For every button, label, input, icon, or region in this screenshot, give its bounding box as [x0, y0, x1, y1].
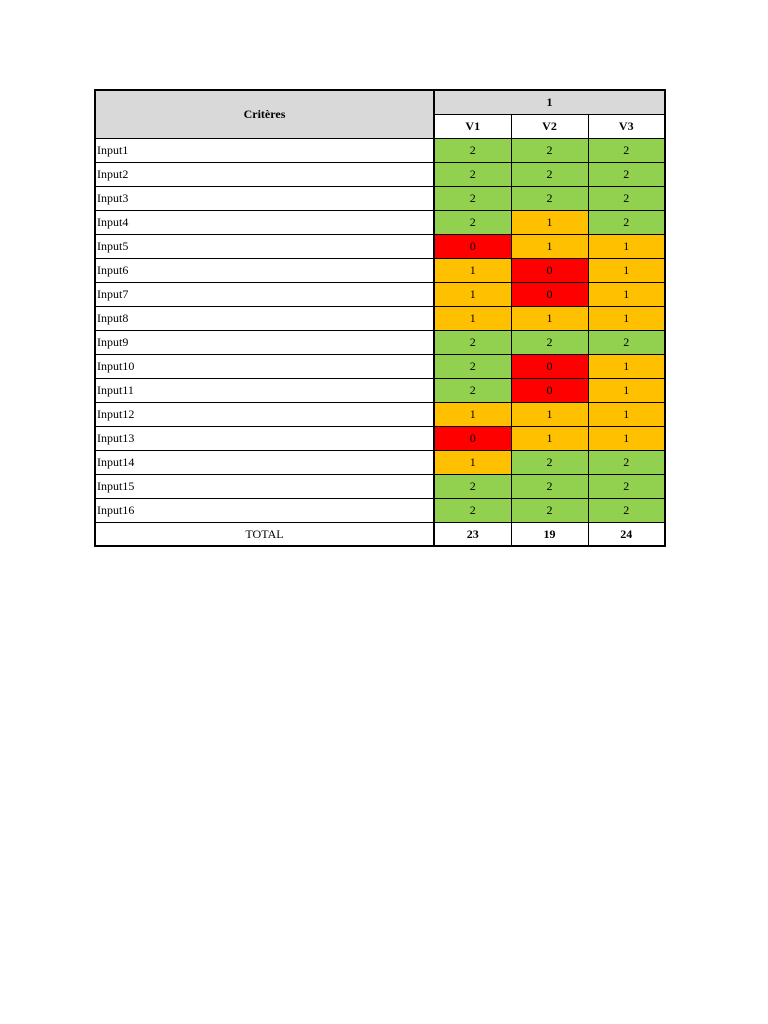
score-cell-v1: 2	[434, 378, 511, 402]
score-cell-v1: 1	[434, 258, 511, 282]
score-cell-v2: 1	[511, 234, 588, 258]
score-cell-v1: 2	[434, 210, 511, 234]
score-cell-v1: 2	[434, 138, 511, 162]
column-header-v2: V2	[511, 114, 588, 138]
score-cell-v2: 2	[511, 474, 588, 498]
criteria-header: Critères	[95, 90, 434, 138]
table-row	[95, 306, 665, 330]
score-cell-v3: 2	[588, 138, 665, 162]
table-row	[95, 354, 665, 378]
table-header	[95, 90, 665, 138]
total-row	[95, 522, 665, 546]
table-row	[95, 282, 665, 306]
table-row	[95, 234, 665, 258]
table-row	[95, 474, 665, 498]
score-cell-v2: 2	[511, 450, 588, 474]
score-cell-v3: 2	[588, 210, 665, 234]
table-row	[95, 330, 665, 354]
total-label: TOTAL	[95, 522, 434, 546]
table-row	[95, 402, 665, 426]
score-cell-v1: 1	[434, 402, 511, 426]
score-cell-v1: 1	[434, 306, 511, 330]
score-cell-v2: 1	[511, 210, 588, 234]
score-cell-v2: 2	[511, 186, 588, 210]
score-cell-v2: 2	[511, 330, 588, 354]
total-value-v2: 19	[511, 522, 588, 546]
table-row	[95, 186, 665, 210]
group-header: 1	[434, 90, 665, 114]
total-value-v1: 23	[434, 522, 511, 546]
score-cell-v2: 0	[511, 282, 588, 306]
row-label: Input7	[95, 282, 434, 306]
row-label: Input5	[95, 234, 434, 258]
row-label: Input4	[95, 210, 434, 234]
column-header-v1: V1	[434, 114, 511, 138]
row-label: Input9	[95, 330, 434, 354]
score-cell-v2: 1	[511, 306, 588, 330]
table-row	[95, 162, 665, 186]
score-cell-v3: 1	[588, 354, 665, 378]
table-row	[95, 498, 665, 522]
score-cell-v1: 2	[434, 186, 511, 210]
score-cell-v1: 0	[434, 234, 511, 258]
header-row-group	[95, 90, 665, 114]
table-row	[95, 138, 665, 162]
table-row	[95, 258, 665, 282]
row-label: Input6	[95, 258, 434, 282]
row-label: Input13	[95, 426, 434, 450]
table-row	[95, 378, 665, 402]
row-label: Input16	[95, 498, 434, 522]
total-value-v3: 24	[588, 522, 665, 546]
score-cell-v3: 2	[588, 474, 665, 498]
score-cell-v2: 0	[511, 354, 588, 378]
score-cell-v2: 2	[511, 498, 588, 522]
score-cell-v1: 2	[434, 474, 511, 498]
score-cell-v3: 1	[588, 402, 665, 426]
row-label: Input10	[95, 354, 434, 378]
score-cell-v1: 2	[434, 498, 511, 522]
score-cell-v2: 2	[511, 162, 588, 186]
table-row	[95, 426, 665, 450]
score-cell-v2: 2	[511, 138, 588, 162]
score-cell-v1: 1	[434, 282, 511, 306]
score-cell-v3: 2	[588, 330, 665, 354]
row-label: Input15	[95, 474, 434, 498]
table-row	[95, 210, 665, 234]
column-header-v3: V3	[588, 114, 665, 138]
score-cell-v3: 1	[588, 306, 665, 330]
score-cell-v1: 0	[434, 426, 511, 450]
table-body	[95, 138, 665, 522]
score-cell-v3: 2	[588, 162, 665, 186]
criteria-score-table	[94, 89, 666, 547]
score-cell-v3: 2	[588, 450, 665, 474]
score-cell-v3: 1	[588, 234, 665, 258]
score-cell-v3: 2	[588, 498, 665, 522]
row-label: Input12	[95, 402, 434, 426]
score-cell-v3: 1	[588, 426, 665, 450]
row-label: Input8	[95, 306, 434, 330]
score-cell-v2: 1	[511, 402, 588, 426]
score-cell-v3: 1	[588, 378, 665, 402]
table-row	[95, 450, 665, 474]
score-cell-v3: 1	[588, 282, 665, 306]
score-cell-v2: 0	[511, 258, 588, 282]
score-cell-v1: 1	[434, 450, 511, 474]
score-cell-v1: 2	[434, 354, 511, 378]
score-cell-v2: 1	[511, 426, 588, 450]
row-label: Input2	[95, 162, 434, 186]
score-cell-v3: 1	[588, 258, 665, 282]
row-label: Input3	[95, 186, 434, 210]
score-cell-v3: 2	[588, 186, 665, 210]
score-cell-v1: 2	[434, 330, 511, 354]
score-cell-v2: 0	[511, 378, 588, 402]
row-label: Input1	[95, 138, 434, 162]
row-label: Input14	[95, 450, 434, 474]
row-label: Input11	[95, 378, 434, 402]
score-cell-v1: 2	[434, 162, 511, 186]
